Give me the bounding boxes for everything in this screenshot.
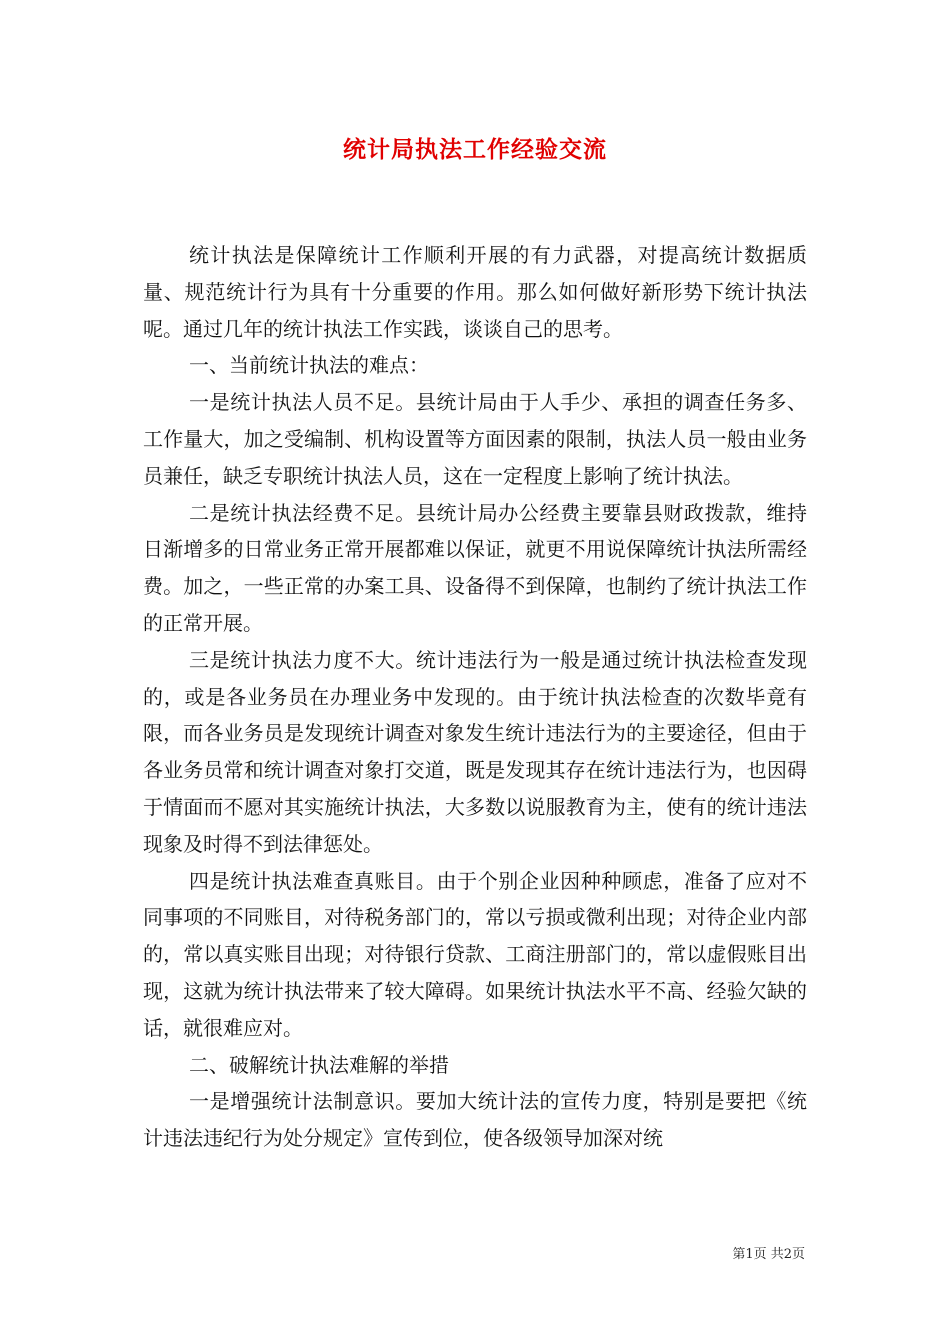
page-number: 第1页 共2页 [732,1247,805,1262]
document-title: 统计局执法工作经验交流 [343,136,607,163]
paragraph: 二是统计执法经费不足。县统计局办公经费主要靠县财政拨款，维持日渐增多的日常业务正常开展都难以保证，就更不用说保障统计执法所需经费。加之，一些正常的办案工具、设备得不到保障，也制约了统计执法工作的正常开展。 [143,500,807,635]
paragraph: 一是增强统计法制意识。要加大统计法的宣传力度，特别是要把《统计违法违纪行为处分规定》宣传到位，使各级领导加深对统 [143,1089,807,1151]
paragraph: 四是统计执法难查真账目。由于个别企业因种种顾虑，准备了应对不同事项的不同账目，对待税务部门的，常以亏损或微利出现；对待企业内部的，常以真实账目出现；对待银行贷款、工商注册部门的，常以虚假账目出现，这就为统计执法带来了较大障碍。如果统计执法水平不高、经验欠缺的话，就很难应对。 [143,868,807,1040]
paragraph: 一是统计执法人员不足。县统计局由于人手少、承担的调查任务多、工作量大，加之受编制、机构设置等方面因素的限制，执法人员一般由业务员兼任，缺乏专职统计执法人员，这在一定程度上影响了统计执法。 [143,390,807,488]
section-heading: 一、当前统计执法的难点： [189,353,429,378]
document-body [143,237,807,1157]
paragraph: 三是统计执法力度不大。统计违法行为一般是通过统计执法检查发现的，或是各业务员在办理业务中发现的。由于统计执法检查的次数毕竟有限，而各业务员是发现统计调查对象发生统计违法行为的主要途径，但由于各业务员常和统计调查对象打交道，既是发现其存在统计违法行为，也因碍于情面而不愿对其实施统计执法，大多数以说服教育为主，使有的统计违法现象及时得不到法律惩处。 [143,647,807,856]
paragraph: 统计执法是保障统计工作顺利开展的有力武器，对提高统计数据质量、规范统计行为具有十分重要的作用。那么如何做好新形势下统计执法呢。通过几年的统计执法工作实践，谈谈自己的思考。 [143,243,807,341]
section-heading: 二、破解统计执法难解的举措 [189,1052,449,1077]
